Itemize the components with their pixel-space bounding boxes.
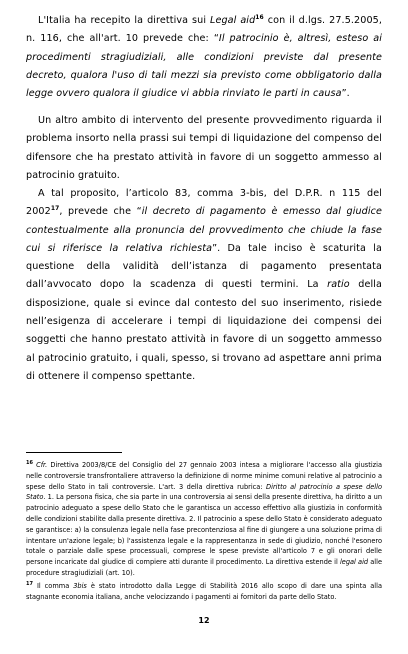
footnote-separator <box>26 452 122 453</box>
quoted-article-10: Il patrocinio è, altresì, esteso ai procedimenti stragiudiziali, alle condizioni previste dal presente decreto, qualora l'uso di tali mezzi sia previsto come obbligatorio dalla legge ovvero qualora il giudice vi abbia rinviato le parti in causa <box>26 33 383 100</box>
footnote-ref-16[interactable]: 16 <box>255 13 264 21</box>
body-text-3 <box>26 185 382 386</box>
paragraph-articolo-83: A tal proposito, l’articolo 83, comma 3-bis, del D.P.R. n 115 del 2002$^{17}$, prevede che “il decreto di pagamento è emesso dal giudice contestualmente alla pronuncia del provvedimento che chiude la fase cui si riferisce la relativa richiesta”. Da tale inciso è scaturita la questione della validità dell’istanza di pagamento presentata dall’avvocato dopo la scadenza di questi termini. La ratio della disposizione, quale si evince dal contesto del suo inserimento, risiede nell’esigenza di accelerare i tempi di liquidazione dei compensi dei soggetti che hanno prestato attività in favore di un soggetto ammesso al patrocinio gratuito, i quali, spesso, si trovano ad aspettare anni prima di ottenere il compenso spettante. <box>26 188 383 382</box>
footnote-16: $^{16}$ Cfr. Direttiva 2003/8/CE del Consiglio del 27 gennaio 2003 intesa a migliorare l'accesso alla giustizia nelle controversie transfrontaliere attraverso la definizione di norme minime comuni relative al patrocinio a spese dello Stato in tali controversie. L'art. 3 della direttiva rubrica: Diritto al patrocinio a spese dello Stato. 1. La persona fisica, che sia parte in una controversia ai sensi della presente direttiva, ha diritto a un patrocinio adeguato a spese dello Stato che le garantisca un accesso effettivo alla giustizia in conformità delle condizioni stabilite dalla presente direttiva. 2. Il patrocinio a spese dello Stato è considerato adeguato se garantisce: a) la consulenza legale nella fase precontenziosa al fine di giungere a una soluzione prima di intentare un'azione legale; b) l'assistenza legale e la rappresentanza in sede di giudizio, nonché l'esonero totale o parziale dalle spese processuali, comprese le spese previste all'articolo 7 e gli onorari delle persone incaricate dal giudice di compiere atti durante il procedimento. La direttiva estende il legal aid alle procedure stragiudiziali (art. 10). <box>26 459 383 577</box>
emphasis-legal-aid: Legal aid <box>210 15 256 26</box>
footnote-number-17: 17 <box>26 580 33 587</box>
footnote-number-16: 16 <box>26 459 33 466</box>
paragraph-legal-aid: L'Italia ha recepito la direttiva sui Legal aid$^{16}$ con il d.lgs. 27.5.2005, n. 116, che all'art. 10 prevede che: “Il patrocinio è, altresì, esteso ai procedimenti stragiudiziali, alle condizioni previste dal presente decreto, qualora l'uso di tali mezzi sia previsto come obbligatorio dalla legge ovvero qualora il giudice vi abbia rinviato le parti in causa”. <box>26 13 383 100</box>
paragraph-altro-ambito: Un altro ambito di intervento del presente provvedimento riguarda il problema insorto nella prassi sui tempi di liquidazione del compenso del difensore che ha prestato attività in favore di un soggetto ammesso al patrocinio gratuito. <box>26 115 382 181</box>
emphasis-ratio: ratio <box>327 279 350 291</box>
body-text-2 <box>26 112 382 185</box>
quoted-comma-3bis: il decreto di pagamento è emesso dal giudice contestualmente alla pronuncia del provvedimento che chiude la fase cui si riferisce la relativa richiesta <box>26 206 383 254</box>
footnote-ref-17[interactable]: 17 <box>50 205 60 213</box>
page-number: 12 <box>198 616 210 625</box>
footnotes <box>26 460 382 604</box>
body-text <box>26 12 382 103</box>
footnote-17: $^{17}$ Il comma 3bis è stato introdotto dalla Legge di Stabilità 2016 allo scopo di dare una spinta alla stagnante economia italiana, anche velocizzando i pagamenti ai fornitori da parte dello Stato. <box>26 580 382 601</box>
